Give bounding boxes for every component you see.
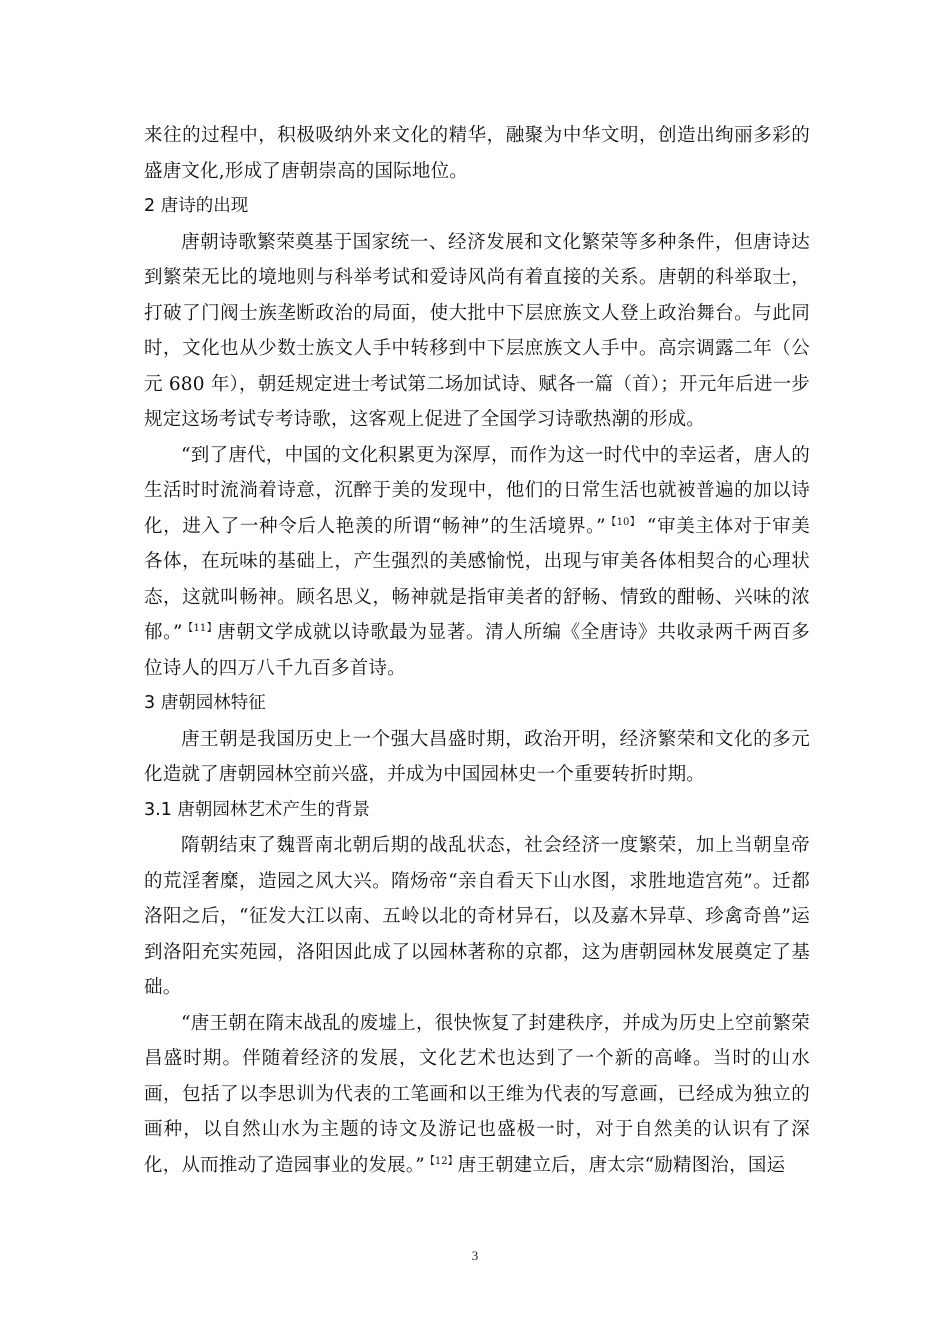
- intro-paragraph: 来往的过程中，积极吸纳外来文化的精华，融聚为中华文明，创造出绚丽多彩的盛唐文化,形成了唐朝崇高的国际地位。: [144, 125, 810, 182]
- body-text: 唐王朝建立后，唐太宗“励精图治，国运: [457, 1154, 786, 1176]
- section-2-heading: 2 唐诗的出现: [144, 196, 249, 216]
- section-3-heading: 3 唐朝园林特征: [144, 693, 266, 713]
- section-2-paragraph-1: 唐朝诗歌繁荣奠基于国家统一、经济发展和文化繁荣等多种条件，但唐诗达到繁荣无比的境地则与科举考试和爱诗风尚有着直接的关系。唐朝的科举取士，打破了门阀士族垄断政治的局面，使大批中下层庶族文人登上政治舞台。与此同时，文化也从少数士族文人手中转移到中下层庶族文人手中。高宗调露二年（公元 680 年），朝廷规定进士考试第二场加试诗、赋各一篇（首）；开元年后进一步规定这场考试专考诗歌，这客观上促进了全国学习诗歌热潮的形成。: [144, 231, 810, 430]
- document-body: [144, 118, 810, 1183]
- body-text: 唐朝文学成就以诗歌最为显著。清人所编《全唐诗》共收录两千两百多位诗人的四万八千九百多首诗。: [144, 622, 810, 679]
- page-number: 3: [471, 1248, 479, 1263]
- section-3-1-heading: 3.1 唐朝园林艺术产生的背景: [144, 799, 370, 820]
- citation-ref-11: 【11】: [182, 623, 218, 634]
- quote-text-3: “唐王朝在隋末战乱的废墟上，很快恢复了封建秩序，并成为历史上空前繁荣昌盛时期。伴随着经济的发展，文化艺术也达到了一个新的高峰。当时的山水画，包括了以李思训为代表的工笔画和以王维为代表的写意画，已经成为独立的画种，以自然山水为主题的诗文及游记也盛极一时，对于自然美的认识有了深化，从而推动了造园事业的发展。”: [144, 1012, 810, 1176]
- citation-ref-10: 【10】: [605, 516, 641, 528]
- section-2-paragraph-2: [144, 438, 810, 687]
- citation-ref-12: 【12】: [424, 1155, 458, 1167]
- section-3-1-paragraph-1: 隋朝结束了魏晋南北朝后期的战乱状态，社会经济一度繁荣，加上当朝皇帝的荒淫奢糜，造园之风大兴。隋炀帝“亲自看天下山水图，求胜地造宫苑”。迁都洛阳之后，“征发大江以南、五岭以北的奇材异石，以及嘉木异草、珍禽奇兽”运到洛阳充实苑园，洛阳因此成了以园林著称的京都，这为唐朝园林发展奠定了基础。: [144, 835, 810, 998]
- section-3-paragraph-1: 唐王朝是我国历史上一个强大昌盛时期，政治开明，经济繁荣和文化的多元化造就了唐朝园林空前兴盛，并成为中国园林史一个重要转折时期。: [144, 728, 810, 785]
- quote-text-2: “审美主体对于审美各体，在玩味的基础上，产生强烈的美感愉悦，出现与审美各体相契合的心理状态，这就叫畅神。顾名思义，畅神就是指审美者的舒畅、情致的酣畅、兴味的浓郁。”: [144, 515, 810, 643]
- section-3-1-paragraph-2: [144, 1006, 810, 1184]
- quote-text-1: “到了唐代，中国的文化积累更为深厚，而作为这一时代中的幸运者，唐人的生活时时流淌着诗意，沉醉于美的发现中，他们的日常生活也就被普遍的加以诗化，进入了一种令后人艳羡的所谓“畅神”的生活境界。”: [144, 444, 810, 537]
